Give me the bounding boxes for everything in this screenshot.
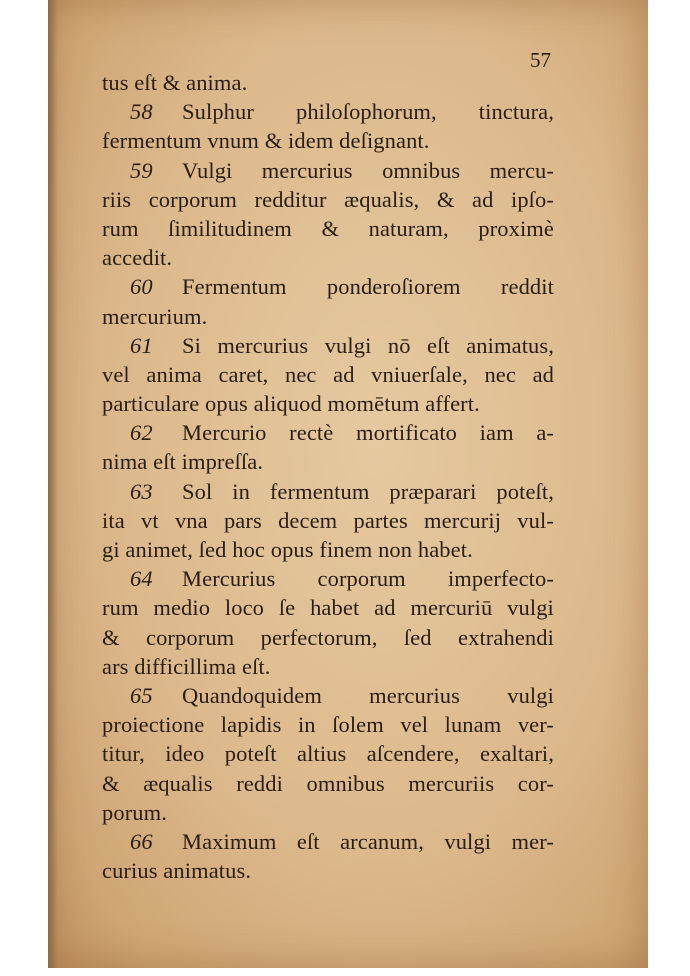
page-gutter-shadow [48,0,58,968]
text-line [102,564,554,593]
text-line [102,681,554,710]
paragraph-64 [102,564,554,681]
text-line [102,214,554,243]
text-line [102,418,554,447]
text-line [102,68,554,97]
line-text: gi animet, ſed hoc opus finem non habet. [102,537,473,562]
paragraph-65 [102,681,554,827]
text-line [102,710,554,739]
text-line [102,243,554,272]
line-text: Si mercurius vulgi nō eſt animatus, [182,332,554,358]
line-text: riis corporum redditur æqualis, & ad ipſo- [102,186,554,212]
line-text: ars difficillima eſt. [102,653,271,679]
line-text: & corporum perfectorum, ſed extrahendi [102,624,554,650]
page-text [102,68,554,885]
text-line [102,389,554,418]
line-text: mercurium. [102,303,208,329]
text-line [102,331,554,360]
line-text: accedit. [102,245,173,271]
paragraph-number: 58 [130,99,153,125]
text-line [102,477,554,506]
line-text: tus eſt & anima. [102,70,248,95]
paragraph-number: 65 [130,682,153,708]
paragraph-number: 63 [130,478,153,504]
line-text: Mercurius corporum imperfecto- [182,566,554,592]
paragraph-59 [102,156,554,273]
paragraph-number: 66 [130,828,153,854]
text-line [102,126,554,155]
line-text: porum. [102,799,167,825]
paragraph-number: 60 [130,274,153,300]
text-line [102,535,554,564]
text-line [102,593,554,622]
paragraph-60 [102,272,554,330]
line-text: vel anima caret, nec ad vniuerſale, nec ad [102,361,554,387]
text-line [102,302,554,331]
line-text: titur, ideo poteſt altius aſcendere, exaltari, [102,741,554,767]
text-line [102,856,554,885]
paragraph-number: 64 [130,566,153,592]
line-text: curius animatus. [102,858,252,884]
page-number: 57 [530,48,551,72]
text-line [102,447,554,476]
line-text: Sulphur philoſophorum, tinctura, [182,99,554,125]
paragraph-number: 62 [130,420,153,446]
line-text: rum ſimilitudinem & naturam, proximè [102,215,554,241]
line-text: particulare opus aliquod momētum affert. [102,391,480,417]
line-text: proiectione lapidis in ſolem vel lunam ver- [102,712,554,738]
line-text: fermentum vnum & idem deſignant. [102,128,430,154]
text-line [102,798,554,827]
line-text: nima eſt impreſſa. [102,449,264,475]
paragraph-63 [102,477,554,565]
text-line [102,506,554,535]
paragraph-62 [102,418,554,476]
paragraph-66 [102,827,554,885]
paragraph-58 [102,97,554,155]
line-text: Quandoquidem mercurius vulgi [182,682,554,708]
text-line [102,185,554,214]
line-text: rum medio loco ſe habet ad mercuriū vulgi [102,595,554,621]
paragraph-number: 59 [130,157,153,183]
line-text: Vulgi mercurius omnibus mercu- [182,157,554,183]
line-text: Fermentum ponderoſiorem reddit [182,274,554,300]
text-line [102,623,554,652]
text-line [102,360,554,389]
paragraph-continuation [102,68,554,97]
text-line [102,739,554,768]
paragraph-61 [102,331,554,419]
text-line [102,827,554,856]
paragraph-number: 61 [130,332,153,358]
text-line [102,652,554,681]
line-text: Mercurio rectè mortificato iam a- [182,420,554,446]
line-text: & æqualis reddi omnibus mercuriis cor- [102,770,554,796]
line-text: Sol in fermentum præparari poteſt, [182,478,554,504]
text-line [102,272,554,301]
line-text: ita vt vna pars decem partes mercurij vul- [102,507,554,533]
line-text: Maximum eſt arcanum, vulgi mer- [182,828,554,854]
text-line [102,97,554,126]
text-line [102,156,554,185]
text-line [102,769,554,798]
